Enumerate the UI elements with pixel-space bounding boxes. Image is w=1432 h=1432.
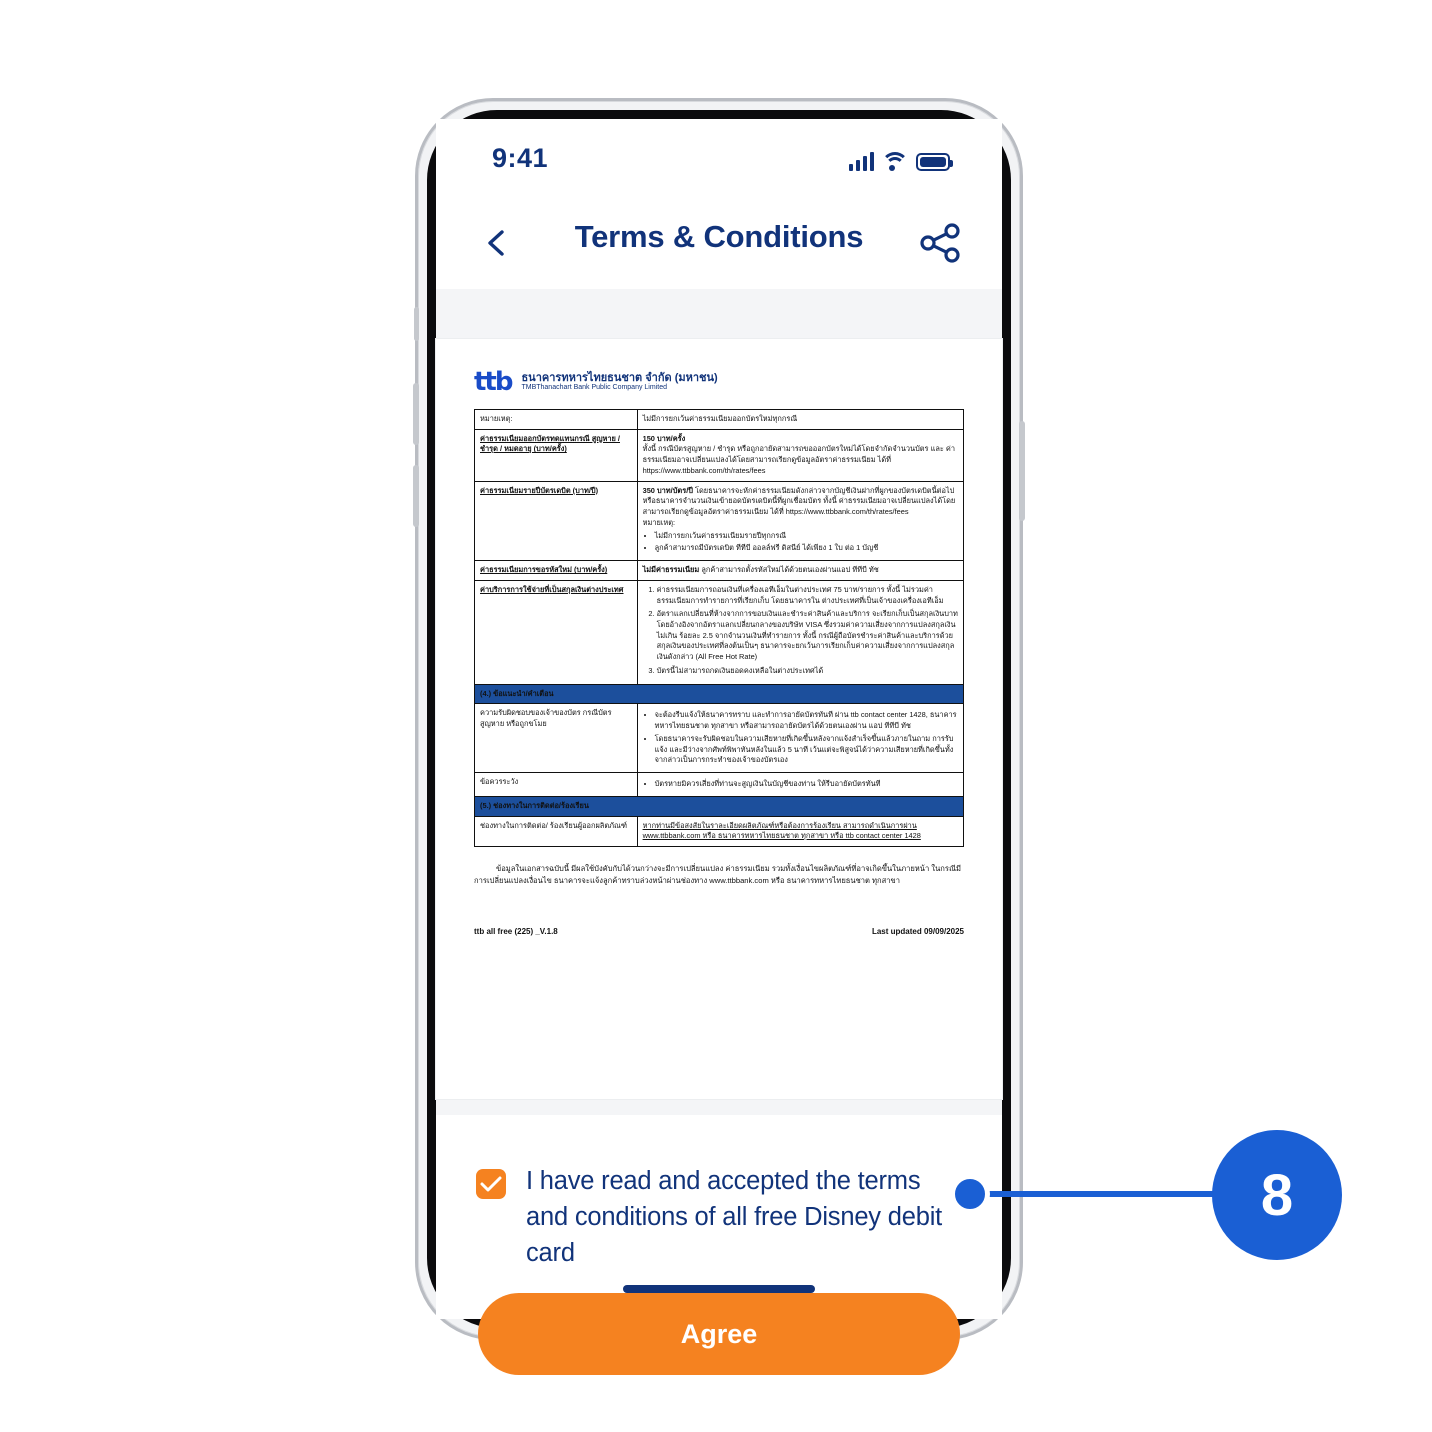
document-last-updated: Last updated 09/09/2025 <box>871 927 964 937</box>
caution-label: ข้อควรระวัง <box>475 773 638 797</box>
document-footnote: ข้อมูลในเอกสารฉบับนี้ มีผลใช้บังคับกับได้วนกว่างจะมีการเปลี่ยนแปลง ค่าธรรมเนียม รวมทั้งเงื่อนไขผลิตภัณฑ์ที่อาจเกิดขึ้นในภายหน้า ในกรณีมีการเปลี่ยนแปลงเงื่อนไข ธนาคารจะแจ้งลูกค้าทราบล่วงหน้าผ่านช่องทาง www.ttbbank.com หรือ ธนาคารทหารไทยธนชาต ทุกสาขา <box>474 864 961 886</box>
table-row <box>475 481 964 560</box>
consent-label: I have read and accepted the terms and conditions of all free Disney debit card <box>526 1167 943 1268</box>
wifi-icon <box>883 152 907 171</box>
volume-up-button[interactable] <box>413 383 419 445</box>
list-item: • จะต้องรีบแจ้งให้ธนาคารทราบ และทำการอายัดบัตรทันที ผ่าน ttb contact center 1428, ธนาคารทหารไทยธนชาต ทุกสาขา หรือสามารถอายัดบัตรได้ด้วยตนเองผ่าน แอป ทีทีบี ทัช <box>655 710 958 731</box>
phone-frame <box>415 98 1023 1349</box>
liability-label: ความรับผิดชอบของเจ้าของบัตร กรณีบัตรสูญหาย หรือถูกขโมย <box>475 704 638 773</box>
callout-connector <box>970 1191 1220 1197</box>
callout-step-badge: 8 <box>1212 1130 1342 1260</box>
fee-annual-amount: 350 บาท/บัตร/ปี <box>642 485 693 495</box>
navigation-bar <box>436 197 1002 289</box>
status-icons <box>849 145 950 171</box>
cellular-bars-icon <box>849 151 874 171</box>
fee-annual-note-label: หมายเหตุ: <box>642 517 676 527</box>
fee-newpin-amount: ไม่มีค่าธรรมเนียม <box>642 565 700 575</box>
fee-replacement-value <box>637 429 963 481</box>
note-header-label: หมายเหตุ: <box>475 410 638 430</box>
contact-label: ช่องทางในการติดต่อ/ ร้องเรียนผู้ออกผลิตภัณฑ์ <box>475 816 638 846</box>
fee-foreign-value <box>637 580 963 684</box>
status-bar <box>436 119 1002 197</box>
document-version: ttb all free (225) _V.1.8 <box>474 927 558 937</box>
volume-down-button[interactable] <box>413 465 419 527</box>
power-button[interactable] <box>1019 421 1025 521</box>
contact-value: หากท่านมีข้อสงสัยในราละเอียดผลิตภัณฑ์หรือต้องการร้องเรียน สามารถดำเนินการผ่าน www.ttbbank.com หรือ ธนาคารทหารไทยธนชาต ทุกสาขา หรือ ttb contact center 1428 <box>637 816 963 846</box>
document-brand-header <box>474 369 964 395</box>
fee-newpin-value <box>637 561 963 581</box>
check-icon <box>481 1176 501 1192</box>
consent-panel <box>436 1115 1002 1349</box>
home-indicator <box>623 1285 815 1293</box>
fee-foreign-label: ค่าบริการการใช้จ่ายที่เป็นสกุลเงินต่างประเทศ <box>475 580 638 684</box>
fee-foreign-list <box>643 585 958 677</box>
table-row <box>475 773 964 797</box>
fee-replacement-amount: 150 บาท/ครั้ง <box>642 433 686 443</box>
fee-replacement-label: ค่าธรรมเนียมออกบัตรทดแทนกรณี สูญหาย / ชำรุด / หมดอายุ (บาท/ครั้ง) <box>475 429 638 481</box>
fee-annual-detail: โดยธนาคารจะหักค่าธรรมเนียมดังกล่าวจากบัญชีเงินฝากที่ผูกของบัตรเดบิตนี้ต่อไป หรือธนาคารจำนวนเงินเข้ายอดบัตรเดบิตนี้ที่ผูกเชื่อมบัตร ทั้งนี้ ค่าธรรมเนียมอาจเปลี่ยนแปลงได้โดยสามารถเรียกดูข้อมูลอัตราค่าธรรมเนียม ได้ที่ https://www.ttbbank.com/th/rates/fees <box>642 485 956 517</box>
bank-name-en: TMBThanachart Bank Public Company Limited <box>521 384 667 392</box>
fee-newpin-detail: ลูกค้าสามารถตั้งรหัสใหม่ได้ด้วยตนเองผ่านแอป ทีทีบี ทัช <box>701 565 879 575</box>
list-item: • บัตรหายมิควรเสี่ยงที่ท่านจะสูญเงินในบัญชีของท่าน ให้รีบอายัดบัตรทันที <box>655 779 958 790</box>
section-5-title: (5.) ช่องทางในการติดต่อ/ร้องเรียน <box>475 796 964 816</box>
liability-value <box>637 704 963 773</box>
battery-icon <box>916 153 950 171</box>
caution-value <box>637 773 963 797</box>
list-item: • ไม่มีการยกเว้นค่าธรรมเนียมรายปีทุกกรณี <box>655 531 958 542</box>
table-row <box>475 816 964 846</box>
terms-table <box>474 409 964 847</box>
bank-name-th: ธนาคารทหารไทยธนชาต จำกัด (มหาชน) <box>521 371 718 384</box>
fee-annual-value <box>637 481 963 560</box>
table-row <box>475 410 964 430</box>
list-item: 3. บัตรนี้ไม่สามารถกดเงินยอดคงเหลือในต่างประเทศได้ <box>657 666 958 677</box>
page-title: Terms & Conditions <box>574 219 864 254</box>
app-screen <box>436 119 1002 1349</box>
share-button[interactable] <box>916 219 964 267</box>
document-page <box>436 339 1002 1099</box>
fee-annual-label: ค่าธรรมเนียมรายปีบัตรเดบิต (บาท/ปี) <box>475 481 638 560</box>
agree-button[interactable]: Agree <box>478 1293 960 1375</box>
note-header-value: ไม่มีการยกเว้นค่าธรรมเนียมออกบัตรใหม่ทุกกรณี <box>637 410 963 430</box>
caution-list <box>643 779 958 790</box>
fee-newpin-label: ค่าธรรมเนียมการขอรหัสใหม่ (บาท/ครั้ง) <box>475 561 638 581</box>
list-item: • ลูกค้าสามารถมีบัตรเดบิต ทีทีบี ออลล์ฟรี ดิสนีย์ ได้เพียง 1 ใบ ต่อ 1 บัญชี <box>655 543 958 554</box>
section-header-5 <box>475 796 964 816</box>
section-4-title: (4.) ข้อแนะนำ/คำเตือน <box>475 684 964 704</box>
table-row <box>475 704 964 773</box>
ttb-logo: ttb <box>474 367 512 397</box>
section-header-4 <box>475 684 964 704</box>
fee-annual-note-list <box>643 531 958 554</box>
share-icon <box>916 219 964 267</box>
list-item: 2. อัตราแลกเปลี่ยนที่ห้างจากการขอบเงินและชำระค่าสินค้าและบริการ จะเรียกเก็บเป็นสกุลเงินบาท โดยอ้างอิงจากอัตราแลกเปลี่ยนกลางของบริษัท VISA ซึ่งรวมค่าความเสี่ยงจากการแปลงสกุลเงินไม่เกิน ร้อยละ 2.5 จากจำนวนเงินที่ทำรายการ ทั้งนี้ กรณีผู้ถือบัตรชำระค่าสินค้าและบริการด้วยสกุลเงินของประเทศที่ลงต้นเป็นๆ ธนาคารจะยกเว้นการเรียกเก็บค่าความเสี่ยงจากการแปลงสกุลเงินดังกล่าว (All Free Hot Rate) <box>657 609 958 663</box>
phone-bezel <box>427 110 1011 1349</box>
status-time: 9:41 <box>492 143 549 173</box>
list-item: • โดยธนาคารจะรับผิดชอบในความเสียหายที่เกิดขึ้นหลังจากแจ้งสำเร็จขึ้นแล้วภายในถาม การรับแจ้ง และมีว่างจากศัพท์พิพาทันหลังในแล้ว 5 นาที เว้นแต่จะพิสูจน์ได้ว่าความเสียหายที่เกิดขึ้นทั้งจากล่าวเป็นการกระทำของเจ้าของบัตรเอง <box>655 734 958 766</box>
callout-anchor-dot <box>950 1174 990 1214</box>
terms-document-scroll-area[interactable] <box>436 289 1002 1115</box>
consent-row[interactable] <box>476 1163 966 1272</box>
document-footer <box>474 927 964 936</box>
table-row <box>475 561 964 581</box>
list-item: 1. ค่าธรรมเนียมการถอนเงินที่เครื่องเอทีเอ็มในต่างประเทศ 75 บาท/รายการ ทั้งนี้ ไม่รวมค่าธรรมเนียมการทำรายการที่เรียกเก็บ โดยธนาคารใน ต่างประเทศที่เป็นเจ้าของเครื่องเอทีเอ็ม <box>657 585 958 606</box>
accept-terms-checkbox[interactable] <box>476 1169 506 1199</box>
table-row <box>475 429 964 481</box>
liability-list <box>643 710 958 766</box>
table-row <box>475 580 964 684</box>
fee-replacement-detail: ทั้งนี้ กรณีบัตรสูญหาย / ชำรุด หรือถูกอายัดสามารถขอออกบัตรใหม่ได้โดยจำกัดจำนวนบัตร และ ค่าธรรมเนียมอาจเปลี่ยนแปลงได้โดยสามารถเรียกดูข้อมูลอัตราค่าธรรมเนียม ได้ที่ https://www.ttbbank.com/th/rates/fees <box>642 444 955 475</box>
silent-switch[interactable] <box>414 307 419 341</box>
